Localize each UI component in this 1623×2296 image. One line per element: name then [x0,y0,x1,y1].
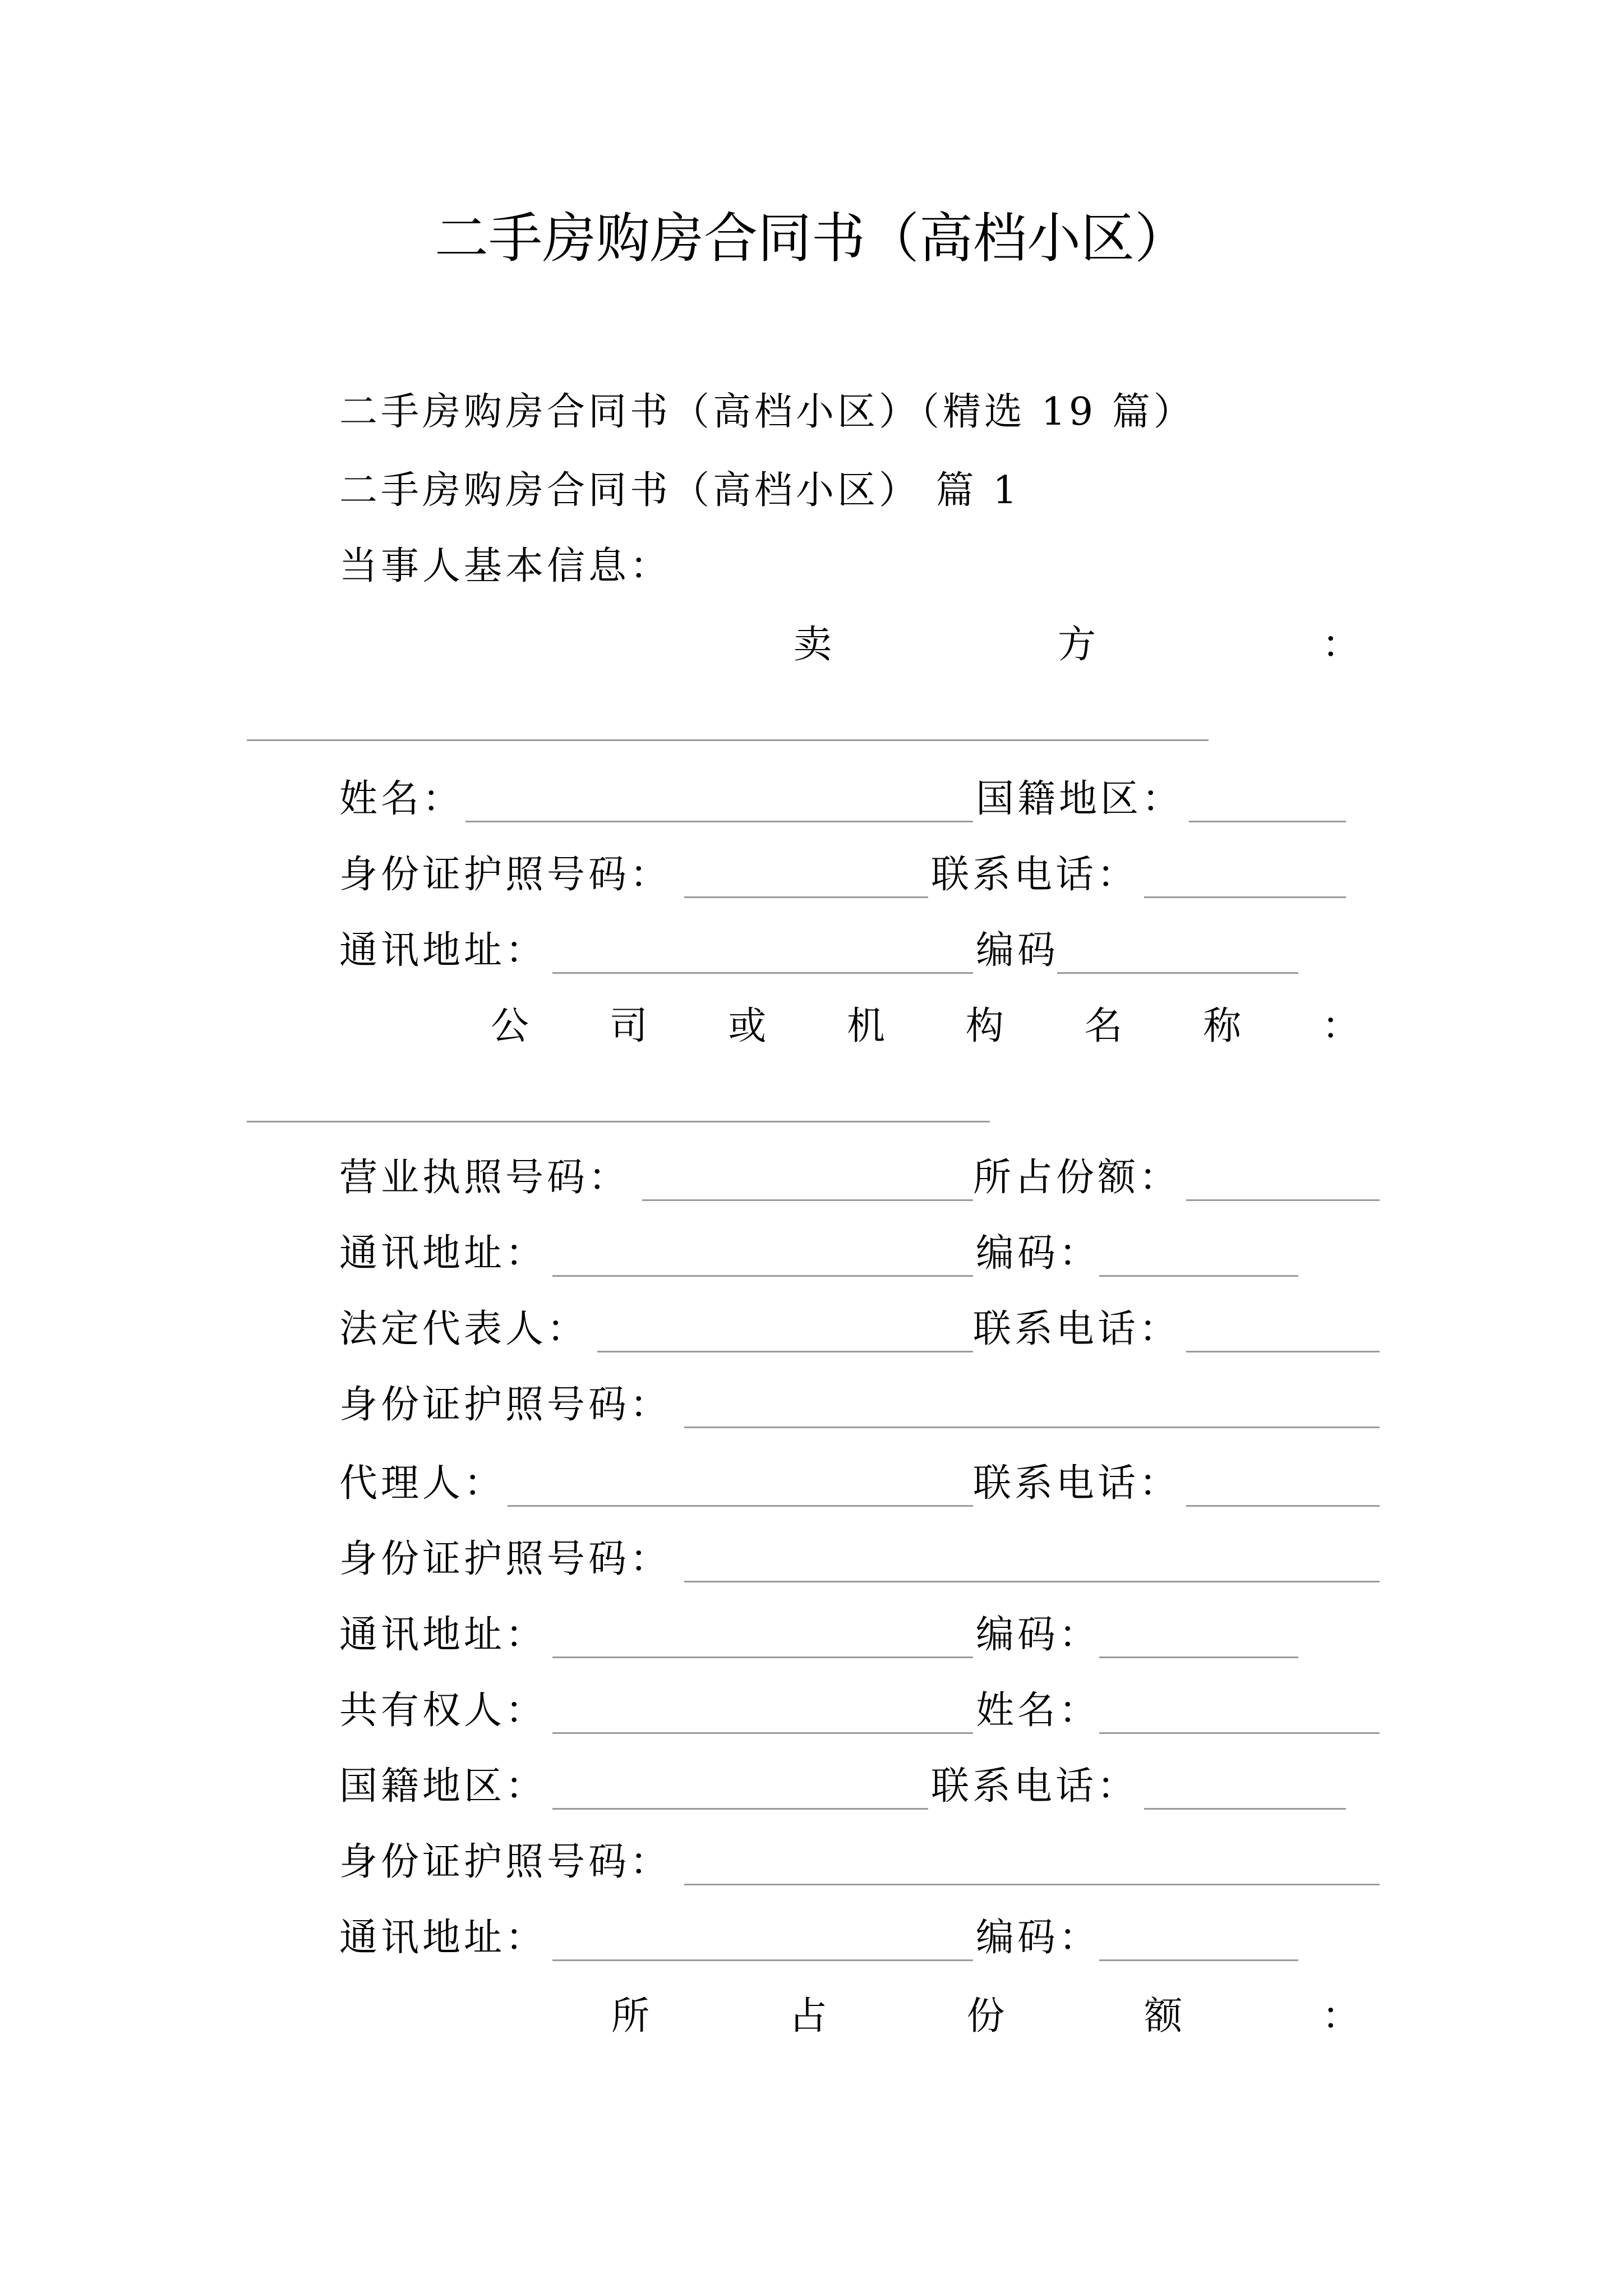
input-phone[interactable] [1186,1351,1380,1352]
input-id-no[interactable] [684,1884,1380,1885]
subtitle-collection: 二手房购房合同书（高档小区）（精选 19 篇） [339,390,1195,434]
share-heading [611,1986,1360,2047]
label-phone: 联系电话： [973,1461,1181,1506]
input-agent[interactable] [508,1505,973,1507]
input-postcode[interactable] [1099,1275,1298,1277]
input-address[interactable] [552,972,973,974]
label-phone: 联系电话： [931,853,1139,897]
label-postcode: 编码： [976,1916,1101,1960]
input-co-owner[interactable] [552,1732,973,1734]
label-nationality: 国籍地区： [976,777,1184,821]
input-postcode[interactable] [1099,1657,1298,1658]
company-char: 称 [1203,1004,1242,1048]
company-char: 名 [1084,1004,1123,1048]
company-char: 或 [728,1004,767,1048]
label-id-no: 身份证护照号码： [339,1840,672,1884]
company-char: ： [1321,1004,1360,1048]
label-id-no: 身份证护照号码： [339,1537,672,1581]
label-address: 通讯地址： [339,1613,547,1657]
section-heading: 当事人基本信息： [339,544,672,588]
document-title: 二手房购房合同书（高档小区） [435,207,1188,270]
share-char: 份 [966,1994,1005,2039]
input-phone[interactable] [1144,1808,1346,1810]
input-id-no[interactable] [684,1581,1380,1582]
label-license: 营业执照号码： [339,1156,630,1200]
share-char: ： [1321,1994,1360,2039]
seller-char: ： [1321,623,1360,667]
input-postcode[interactable] [1057,972,1298,974]
company-char: 公 [491,1004,529,1048]
company-char: 构 [965,1004,1004,1048]
input-nationality[interactable] [552,1808,928,1810]
input-license[interactable] [642,1199,973,1201]
label-name: 姓名： [339,777,464,821]
share-char: 所 [611,1994,650,2039]
company-blank[interactable] [247,1121,990,1122]
seller-blank[interactable] [247,739,1209,741]
input-legal-rep[interactable] [597,1351,973,1352]
input-name[interactable] [1099,1732,1380,1734]
label-id-no: 身份证护照号码： [339,853,672,897]
label-address: 通讯地址： [339,928,547,973]
label-agent: 代理人： [339,1461,506,1506]
subtitle-part-1: 二手房购房合同书（高档小区） 篇 1 [339,468,1021,513]
input-address[interactable] [552,1657,973,1658]
input-phone[interactable] [1144,896,1346,898]
input-id-no[interactable] [684,1427,1380,1428]
seller-char: 方 [1057,623,1096,667]
label-name: 姓名： [976,1688,1101,1733]
company-char: 机 [847,1004,886,1048]
label-id-no: 身份证护照号码： [339,1383,672,1427]
seller-heading [794,614,1360,676]
share-char: 占 [789,1994,827,2039]
input-name[interactable] [465,821,973,822]
label-postcode: 编码： [976,1231,1101,1276]
seller-char: 卖 [794,623,832,667]
input-id-no[interactable] [684,896,928,898]
label-share: 所占份额： [973,1156,1181,1200]
input-share[interactable] [1186,1199,1380,1201]
label-co-owner: 共有权人： [339,1688,547,1733]
company-char: 司 [609,1004,648,1048]
label-postcode: 编码： [976,1613,1101,1657]
label-address: 通讯地址： [339,1916,547,1960]
input-phone[interactable] [1186,1505,1380,1507]
label-postcode: 编码 [976,928,1059,973]
label-phone: 联系电话： [931,1764,1139,1809]
input-address[interactable] [552,1959,973,1961]
input-address[interactable] [552,1275,973,1277]
label-legal-rep: 法定代表人： [339,1307,589,1351]
share-char: 额 [1144,1994,1183,2039]
label-address: 通讯地址： [339,1231,547,1276]
company-heading [491,996,1360,1057]
input-nationality[interactable] [1189,821,1346,822]
label-phone: 联系电话： [973,1307,1181,1351]
input-postcode[interactable] [1099,1959,1298,1961]
label-nationality: 国籍地区： [339,1764,547,1809]
